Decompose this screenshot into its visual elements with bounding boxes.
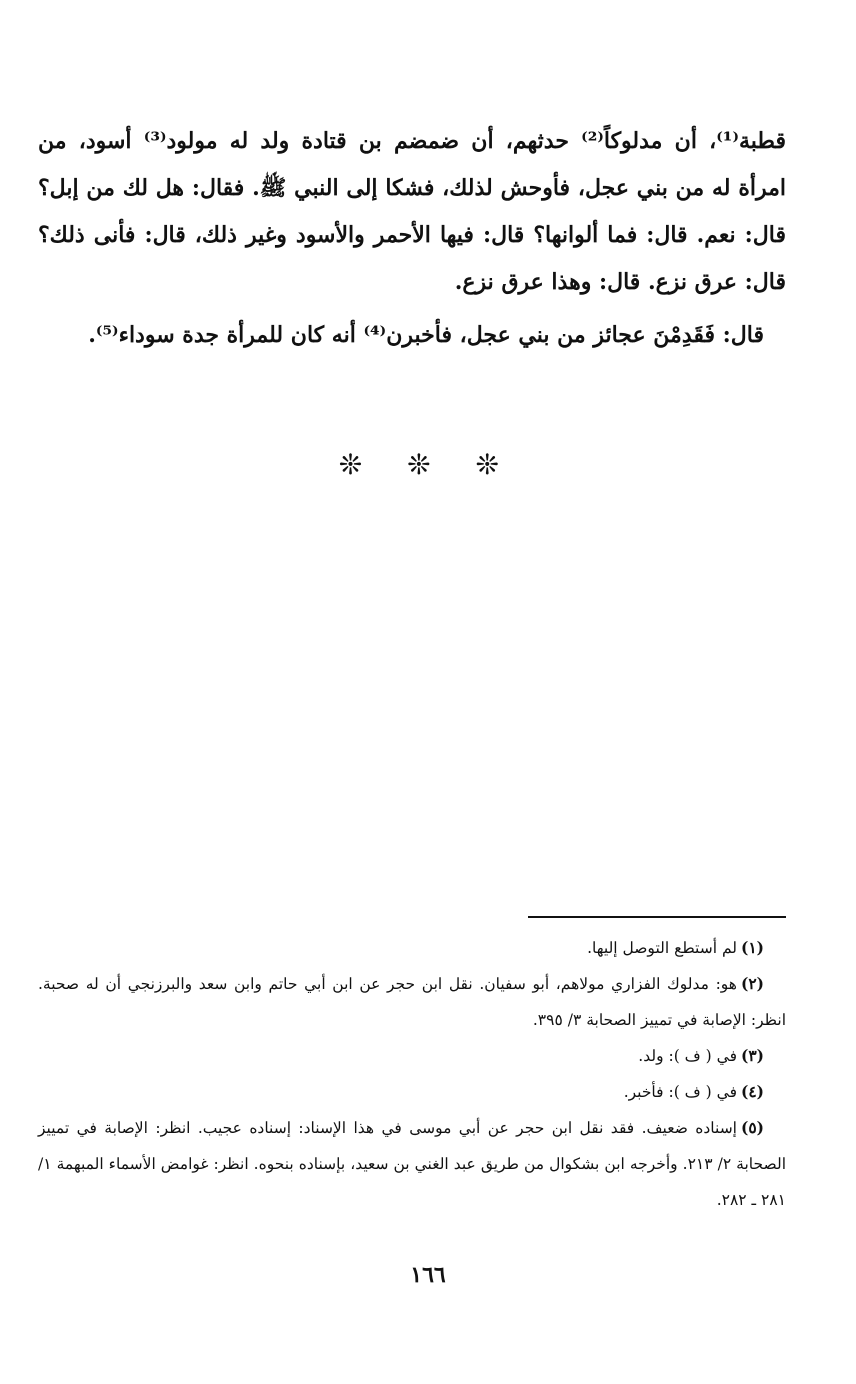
footnote-1 (38, 930, 786, 966)
footnote-2 (38, 966, 786, 1038)
footnote-number: (٣) (740, 1046, 764, 1065)
main-paragraph-2: قال: فَقَدِمْنَ عجائز من بني عجل، فأخبرن⁽⁴⁾ أنه كان للمرأة جدة سوداء⁽⁵⁾. (88, 322, 764, 348)
footnotes (38, 930, 786, 1218)
footnote-number: (١) (740, 938, 764, 957)
footnote-number: (٢) (740, 974, 764, 993)
main-text (38, 118, 786, 359)
footnote-rule (528, 916, 786, 918)
main-paragraph-1: قطبة⁽¹⁾، أن مدلوكاً⁽²⁾ حدثهم، أن ضمضم بن قتادة ولد له مولود⁽³⁾ أسود، من امرأة له من بني عجل، فأوحش لذلك، فشكا إلى النبي ﷺ. فقال: هل لك من إبل؟ قال: نعم. قال: فما ألوانها؟ قال: فيها الأحمر والأسود وغير ذلك، قال: فأنى ذلك؟ قال: عرق نزع. قال: وهذا عرق نزع. (38, 128, 786, 295)
footnote-text: في ( ف ): فأخبر. (623, 1083, 737, 1101)
footnote-number: (٤) (740, 1082, 764, 1101)
footnote-text: في ( ف ): ولد. (638, 1047, 737, 1065)
footnote-5 (38, 1110, 786, 1218)
footnote-number: (٥) (740, 1118, 764, 1137)
footnote-4 (38, 1074, 786, 1110)
section-separator: ❊ ❊ ❊ (338, 448, 518, 481)
footnote-text: لم أستطع التوصل إليها. (587, 939, 737, 957)
footnote-3 (38, 1038, 786, 1074)
footnote-text: هو: مدلوك الفزاري مولاهم، أبو سفيان. نقل ابن حجر عن ابن أبي حاتم وابن سعد والبرزنجي أن له صحبة. انظر: الإصابة في تمييز الصحابة ٣/ ٣٩٥. (38, 975, 786, 1029)
footnote-text: إسناده ضعيف. فقد نقل ابن حجر عن أبي موسى في هذا الإسناد: إسناده عجيب. انظر: الإصابة في تمييز الصحابة ٢/ ٢١٣. وأخرجه ابن بشكوال من طريق عبد الغني بن سعيد، بإسناده بنحوه. انظر: غوامض الأسماء المبهمة ١/ ٢٨١ ـ ٢٨٢. (38, 1119, 786, 1209)
page-number: ١٦٦ (410, 1262, 446, 1288)
